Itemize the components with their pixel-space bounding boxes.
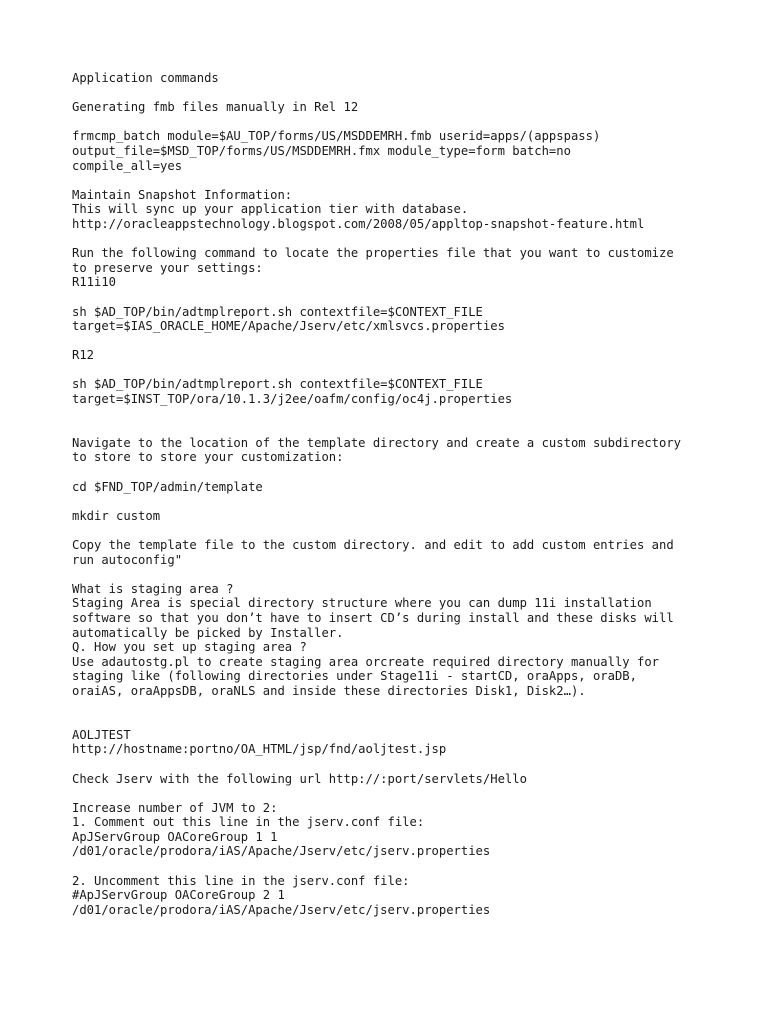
text-line: R12 xyxy=(72,348,95,363)
heading-application-commands: Application commands xyxy=(72,71,219,85)
blank-line xyxy=(72,465,712,480)
blank-line xyxy=(72,699,712,714)
command-line: /d01/oracle/prodora/iAS/Apache/Jserv/etc/jserv.properties xyxy=(72,902,491,917)
command-line: /d01/oracle/prodora/iAS/Apache/Jserv/etc/jserv.properties xyxy=(72,844,491,859)
blank-line xyxy=(72,859,712,874)
text-line: Copy the template file to the custom directory. and edit to add custom entries and xyxy=(72,538,674,552)
blank-line xyxy=(72,407,712,422)
command-line: sh $AD_TOP/bin/adtmplreport.sh contextfile=$CONTEXT_FILE xyxy=(72,377,483,392)
blank-line xyxy=(72,173,712,188)
blank-line xyxy=(72,523,712,538)
text-line: run autoconfig" xyxy=(72,552,183,567)
command-line: cd $FND_TOP/admin/template xyxy=(72,479,263,494)
blank-line xyxy=(72,494,712,509)
text-line: to preserve your settings: xyxy=(72,260,263,275)
command-line: mkdir custom xyxy=(72,508,161,523)
text-line: automatically be picked by Installer. xyxy=(72,625,344,640)
text-line: Increase number of JVM to 2: xyxy=(72,800,278,815)
text-line: What is staging area ? xyxy=(72,581,234,596)
blank-line xyxy=(72,786,712,801)
blank-line xyxy=(72,86,712,101)
blank-line xyxy=(72,290,712,305)
command-line: target=$INST_TOP/ora/10.1.3/j2ee/oafm/config/oc4j.properties xyxy=(72,392,513,407)
command-line: target=$IAS_ORACLE_HOME/Apache/Jserv/etc/xmlsvcs.properties xyxy=(72,319,505,334)
blank-line xyxy=(72,232,712,247)
blank-line xyxy=(72,363,712,378)
blank-line xyxy=(72,334,712,349)
text-line: Staging Area is special directory structure where you can dump 11i installation xyxy=(72,596,652,611)
command-line: sh $AD_TOP/bin/adtmplreport.sh contextfile=$CONTEXT_FILE xyxy=(72,304,483,319)
blank-line xyxy=(72,567,712,582)
text-line: Generating fmb files manually in Rel 12 xyxy=(72,100,359,115)
text-line: software so that you don’t have to insert CD’s during install and these disks will xyxy=(72,610,674,625)
text-line: AOLJTEST xyxy=(72,727,131,742)
text-line: to store to store your customization: xyxy=(72,450,344,465)
text-line: 2. Uncomment this line in the jserv.conf file: xyxy=(72,873,410,888)
blank-line xyxy=(72,713,712,728)
text-line: R11i10 xyxy=(72,275,117,290)
command-line: frmcmp_batch module=$AU_TOP/forms/US/MSDDEMRH.fmb userid=apps/(appspass) xyxy=(72,129,601,144)
text-line: Use adautostg.pl to create staging area orcreate required directory manually for xyxy=(72,654,659,669)
command-line: compile_all=yes xyxy=(72,158,183,173)
text-line: This will sync up your application tier with database. xyxy=(72,202,469,217)
blank-line xyxy=(72,757,712,772)
blank-line xyxy=(72,115,712,130)
text-line: staging like (following directories under Stage11i - startCD, oraApps, oraDB, xyxy=(72,669,637,684)
text-line: Run the following command to locate the properties file that you want to customize xyxy=(72,246,674,261)
text-line: Navigate to the location of the template directory and create a custom subdirectory xyxy=(72,435,682,450)
text-line: 1. Comment out this line in the jserv.conf file: xyxy=(72,815,425,830)
command-line: ApJServGroup OACoreGroup 1 1 xyxy=(72,829,278,844)
text-line: oraiAS, oraAppsDB, oraNLS and inside these directories Disk1, Disk2…). xyxy=(72,683,586,698)
url-line: http://oracleappstechnology.blogspot.com/2008/05/appltop-snapshot-feature.html xyxy=(72,216,645,231)
command-line: #ApJServGroup OACoreGroup 2 1 xyxy=(72,888,285,903)
text-line: Q. How you set up staging area ? xyxy=(72,640,307,655)
text-line: Maintain Snapshot Information: xyxy=(72,187,293,202)
command-line: output_file=$MSD_TOP/forms/US/MSDDEMRH.fmx module_type=form batch=no xyxy=(72,143,571,158)
blank-line xyxy=(72,421,712,436)
text-line: Check Jserv with the following url http://:port/servlets/Hello xyxy=(72,771,527,786)
document-page xyxy=(72,71,712,917)
url-line: http://hostname:portno/OA_HTML/jsp/fnd/aoljtest.jsp xyxy=(72,742,447,757)
